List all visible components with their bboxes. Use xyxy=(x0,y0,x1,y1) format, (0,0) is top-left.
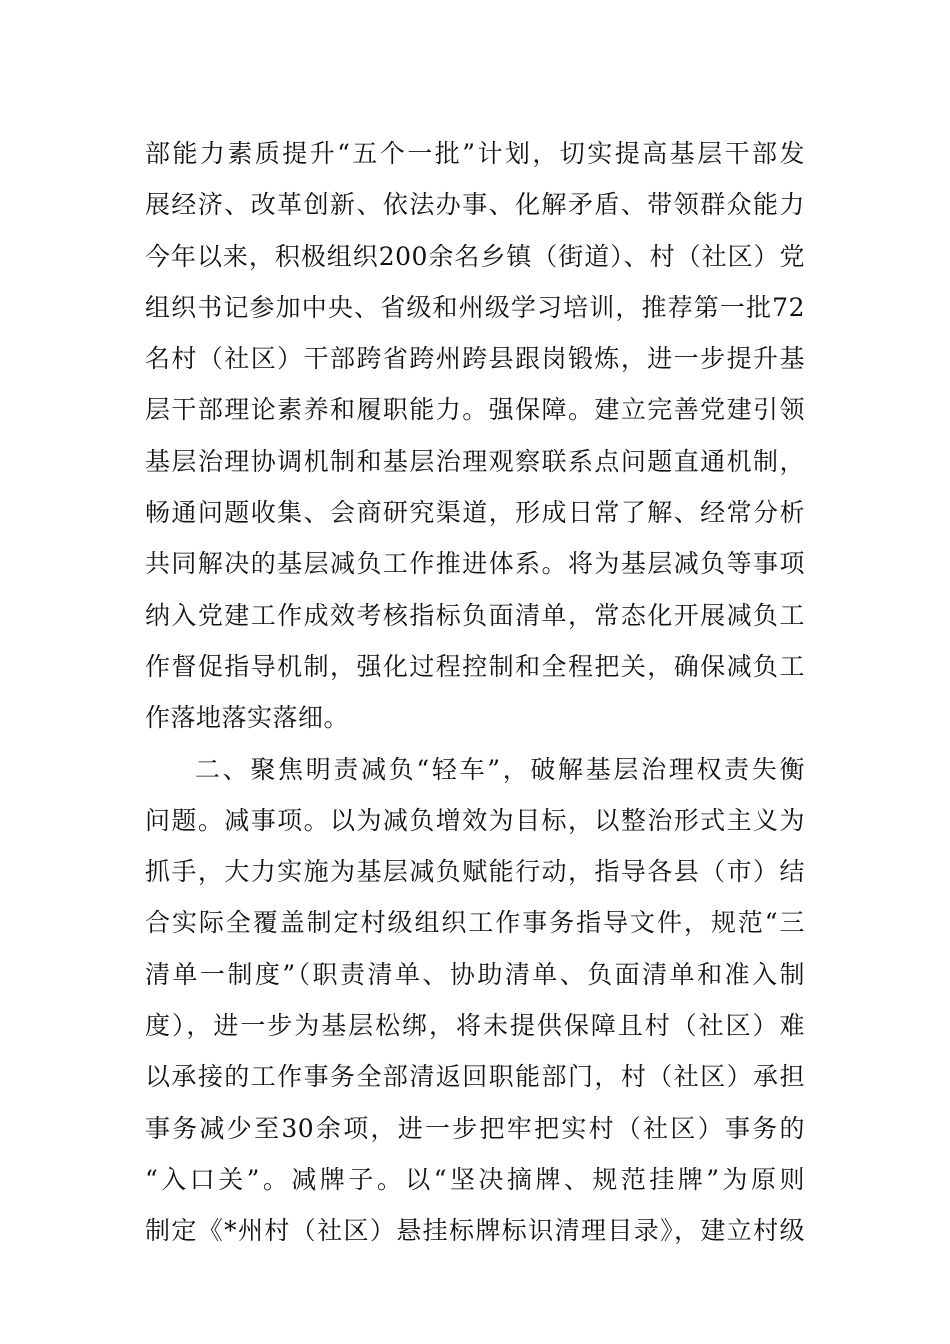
text-line: 名村（社区）干部跨省跨州跨县跟岗锻炼，进一步提升基 xyxy=(145,344,805,374)
text-line: 合实际全覆盖制定村级组织工作事务指导文件，规范“三 xyxy=(145,908,805,938)
text-line: 作督促指导机制，强化过程控制和全程把关，确保减负工 xyxy=(145,651,805,681)
text-line: 共同解决的基层减负工作推进体系。将为基层减负等事项 xyxy=(145,549,805,579)
text-line: 事务减少至30余项，进一步把牢把实村（社区）事务的 xyxy=(145,1113,805,1143)
text-line: 基层治理协调机制和基层治理观察联系点问题直通机制， xyxy=(145,446,805,476)
text-line: 度），进一步为基层松绑，将未提供保障且村（社区）难 xyxy=(145,1011,805,1041)
text-line: 抓手，大力实施为基层减负赋能行动，指导各县（市）结 xyxy=(145,857,805,887)
text-line: 问题。减事项。以为减负增效为目标，以整治形式主义为 xyxy=(145,805,805,835)
text-line: “入口关”。减牌子。以“坚决摘牌、规范挂牌”为原则 xyxy=(145,1164,805,1194)
text-line: 今年以来，积极组织200余名乡镇（街道）、村（社区）党 xyxy=(145,241,805,271)
text-line: 组织书记参加中央、省级和州级学习培训，推荐第一批72 xyxy=(145,292,805,322)
text-line: 清单一制度”（职责清单、协助清单、负面清单和准入制 xyxy=(145,959,805,989)
section-heading-line: 二、聚焦明责减负“轻车”，破解基层治理权责失衡 xyxy=(195,754,805,784)
paragraph-end-line: 作落地落实落细。 xyxy=(145,703,350,733)
text-line: 畅通问题收集、会商研究渠道，形成日常了解、经常分析 xyxy=(145,498,805,528)
text-line: 以承接的工作事务全部清返回职能部门，村（社区）承担 xyxy=(145,1062,805,1092)
text-line: 部能力素质提升“五个一批”计划，切实提高基层干部发 xyxy=(145,139,805,168)
text-line: 展经济、改革创新、依法办事、化解矛盾、带领群众能力 xyxy=(145,190,805,220)
text-line: 纳入党建工作成效考核指标负面清单，常态化开展减负工 xyxy=(145,600,805,630)
text-line: 制定《*州村（社区）悬挂标牌标识清理目录》，建立村级 xyxy=(145,1216,805,1246)
text-line: 层干部理论素养和履职能力。强保障。建立完善党建引领 xyxy=(145,395,805,425)
document-body xyxy=(145,128,805,1257)
